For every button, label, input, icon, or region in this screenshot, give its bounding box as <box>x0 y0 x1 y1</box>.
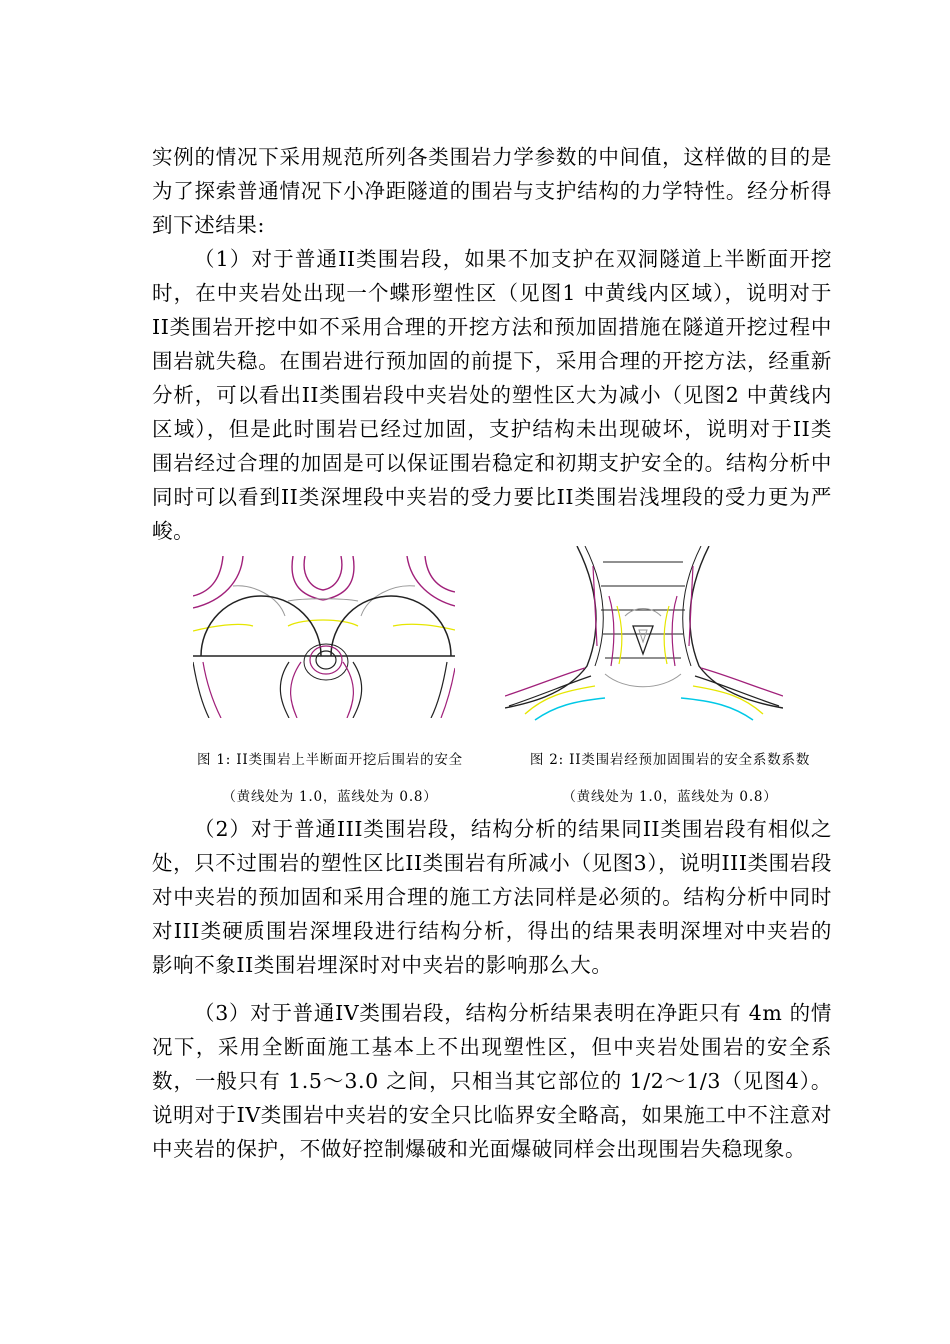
paragraph-3: （3）对于普通IV类围岩段，结构分析结果表明在净距只有 4m 的情况下，采用全断面施工基本上不出现塑性区，但中夹岩处围岩的安全系数，一般只有 1.5～3.0 之间，只相当其它部位的 1/2～1/3（见图4）。说明对于IV类围岩中夹岩的安全只比临界安全略高，如果施工中不注意对中夹岩的保护，不做好控制爆破和光面爆破同样会出现围岩失稳现象。 <box>152 1001 832 1161</box>
figure-2 <box>505 546 783 722</box>
paragraph-1: （1）对于普通II类围岩段，如果不加支护在双洞隧道上半断面开挖时，在中夹岩处出现一个蝶形塑性区（见图1 中黄线内区域），说明对于II类围岩开挖中如不采用合理的开挖方法和预加固措施在隧道开挖过程中围岩就失稳。在围岩进行预加固的前提下，采用合理的开挖方法，经重新分析，可以看出II类围岩段中夹岩处的塑性区大为减小（见图2 中黄线内区域），但是此时围岩已经过加固，支护结构未出现破坏，说明对于II类围岩经过合理的加固是可以保证围岩稳定和初期支护安全的。结构分析中同时可以看到II类深埋段中夹岩的受力要比II类围岩浅埋段的受力更为严峻。 <box>152 247 832 543</box>
figure-2-note: （黄线处为 1.0，蓝线处为 0.8） <box>562 789 778 805</box>
figure-1-caption: 图 1: II类围岩上半断面开挖后围岩的安全 <box>197 752 463 768</box>
paragraph-2: （2）对于普通III类围岩段，结构分析的结果同II类围岩段有相似之处，只不过围岩的塑性区比II类围岩有所减小（见图3），说明III类围岩段对中夹岩的预加固和采用合理的施工方法同样是必须的。结构分析中同时对III类硬质围岩深埋段进行结构分析，得出的结果表明深埋对中夹岩的影响不象II类围岩埋深时对中夹岩的影响那么大。 <box>152 817 832 977</box>
figure-2-contour-plot <box>505 546 783 722</box>
figure-2-caption: 图 2: II类围岩经预加固围岩的安全系数系数 <box>529 752 811 768</box>
paragraph-intro: 实例的情况下采用规范所列各类围岩力学参数的中间值，这样做的目的是为了探索普通情况下小净距隧道的围岩与支护结构的力学特性。经分析得到下述结果: <box>152 145 832 237</box>
figure-1-contour-plot <box>193 556 455 718</box>
figure-1-note: （黄线处为 1.0，蓝线处为 0.8） <box>222 789 438 805</box>
figure-1 <box>193 556 455 718</box>
